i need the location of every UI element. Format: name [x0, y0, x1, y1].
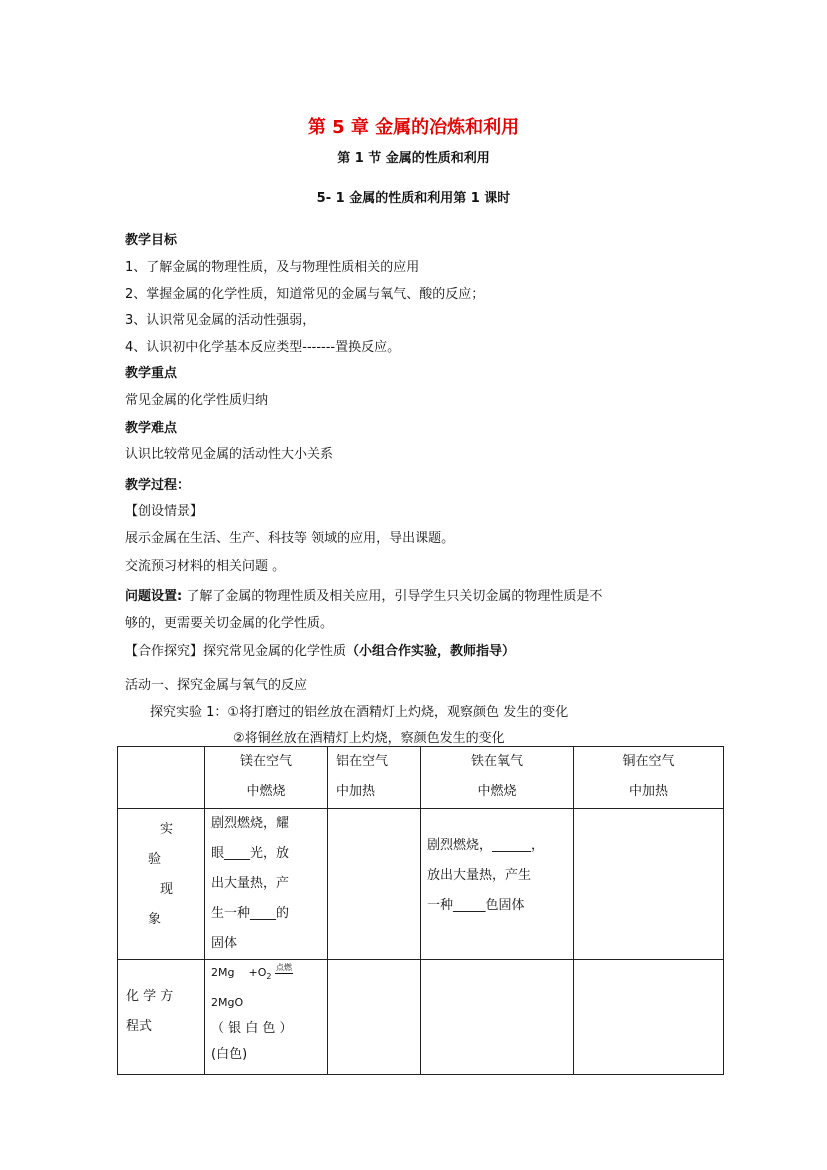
row-label-cell	[118, 809, 205, 960]
equation-subscript: 2	[266, 972, 272, 982]
goal-item: 2、掌握金属的化学性质，知道常见的金属与氧气、酸的反应；	[125, 287, 485, 302]
activity-title: 活动一、探究金属与氧气的反应	[125, 678, 308, 693]
observation-text: 一种_____色固体	[427, 898, 525, 913]
header-text: 中加热	[628, 784, 668, 799]
cu-equation-cell	[574, 960, 724, 1075]
table-header-cell	[205, 747, 328, 809]
scene-line: 展示金属在生活、生产、科技等 领域的应用，导出课题。	[125, 531, 455, 546]
coop-tag: 【合作探究】	[125, 644, 204, 659]
equation-reactant: +O	[248, 966, 267, 979]
header-text: 镁在空气	[239, 754, 292, 769]
coop-text: 探究常见金属的化学性质	[203, 644, 347, 659]
observation-text: 固体	[211, 936, 238, 951]
row-label-text: 化 学 方	[126, 989, 174, 1004]
mg-observation-cell	[205, 809, 328, 960]
row-label-text: 验	[148, 852, 162, 867]
table-header-cell	[574, 747, 724, 809]
question-label: 问题设置:	[125, 589, 183, 604]
lesson-title: 5- 1 金属的性质和利用第 1 课时	[316, 191, 511, 206]
row-label-text: 象	[148, 912, 162, 927]
row-label-cell	[118, 960, 205, 1075]
goals-heading: 教学目标	[125, 233, 178, 248]
row-label-text: 现	[160, 882, 174, 897]
observation-text: 出大量热，产	[211, 876, 290, 891]
reaction-condition: 点燃	[275, 963, 292, 972]
table-cell	[118, 747, 205, 809]
al-equation-cell	[328, 960, 421, 1075]
scene-tag: 【创设情景】	[125, 504, 204, 519]
header-text: 铜在空气	[622, 754, 675, 769]
header-text: 中加热	[336, 784, 376, 799]
goal-item: 4、认识初中化学基本反应类型-------置换反应。	[125, 340, 401, 355]
coop-line	[125, 640, 515, 659]
scene-line: 交流预习材料的相关问题 。	[125, 559, 286, 574]
fe-observation-cell	[421, 809, 574, 960]
header-text: 铁在氧气	[470, 754, 523, 769]
goal-item: 1、了解金属的物理性质，及与物理性质相关的应用	[125, 260, 420, 275]
row-label-text: 程式	[126, 1019, 153, 1034]
question-line-2: 够的，更需要关切金属的化学性质。	[125, 616, 334, 631]
table-row	[118, 960, 724, 1075]
question-text: 了解了金属的物理性质及相关应用，引导学生只关切金属的物理性质是不	[182, 589, 603, 604]
table-row	[118, 809, 724, 960]
mg-equation-cell	[205, 960, 328, 1075]
experiment-table	[117, 746, 724, 1075]
key-point-text: 常见金属的化学性质归纳	[125, 393, 269, 408]
table-row	[118, 747, 724, 809]
header-text: 中燃烧	[246, 784, 286, 799]
question-line	[125, 585, 602, 604]
color-note: (白色)	[211, 1047, 248, 1063]
experiment-line: ②将铜丝放在酒精灯上灼烧，察颜色发生的变化	[233, 731, 505, 746]
row-label-text: 实	[160, 822, 174, 837]
header-text: 铝在空气	[336, 754, 389, 769]
chapter-title: 第 5 章 金属的冶炼和利用	[307, 117, 520, 138]
coop-bold: （小组合作实验，教师指导）	[346, 644, 516, 659]
equation-reactant: 2Mg	[211, 966, 235, 979]
process-heading: 教学过程：	[125, 478, 191, 493]
fe-equation-cell	[421, 960, 574, 1075]
table-header-cell	[328, 747, 421, 809]
key-point-heading: 教学重点	[125, 366, 178, 381]
equation-line	[211, 960, 321, 990]
experiment-line: 探究实验 1：①将打磨过的铝丝放在酒精灯上灼烧，观察颜色 发生的变化	[150, 705, 569, 720]
cu-observation-cell	[574, 809, 724, 960]
observation-text: 放出大量热，产生	[427, 868, 532, 883]
difficulty-text: 认识比较常见金属的活动性大小关系	[125, 447, 334, 462]
goal-item: 3、认识常见金属的活动性强弱，	[125, 313, 316, 328]
table-header-cell	[421, 747, 574, 809]
observation-text: 生一种____的	[211, 906, 290, 921]
observation-text: 眼____光，放	[211, 846, 290, 861]
al-observation-cell	[328, 809, 421, 960]
observation-text: 剧烈燃烧，______，	[427, 838, 545, 853]
color-note: （ 银 白 色 ）	[211, 1021, 293, 1037]
section-title: 第 1 节 金属的性质和利用	[337, 151, 490, 166]
observation-text: 剧烈燃烧，耀	[211, 816, 290, 831]
header-text: 中燃烧	[477, 784, 517, 799]
equation-product: 2MgO	[211, 996, 244, 1010]
difficulty-heading: 教学难点	[125, 421, 178, 436]
